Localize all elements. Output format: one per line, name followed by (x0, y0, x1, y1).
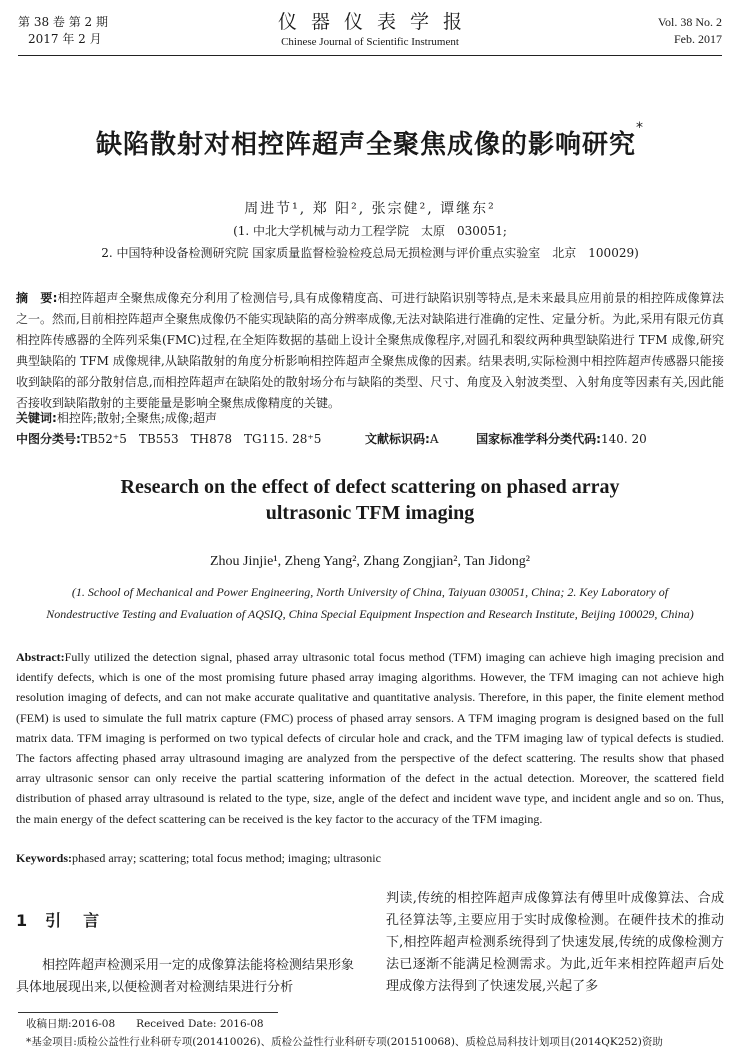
section-heading-introduction (16, 908, 121, 931)
title-en-line-1: Research on the effect of defect scattering on phased array (120, 476, 620, 498)
body-column-right: 判读,传统的相控阵超声成像算法有傅里叶成像算法、合成孔径算法等,主要应用于实时成像检测。在硬件技术的推动下,相控阵超声检测系统得到了快速发展,传统的成像检测方法已逐渐不能满足检测需求。为此,近年来相控阵超声后处理成像方法得到了快速发展,兴起了多 (386, 891, 724, 994)
keywords-cn-label: 关键词: (16, 411, 57, 425)
title-text-cn: 缺陷散射对相控阵超声全聚焦成像的影响研究 (95, 130, 636, 160)
affiliations-en (16, 581, 724, 625)
affiliation-en-1: (1. School of Mechanical and Power Engineering, North University of China, Taiyuan 030051, China; 2. Key Laboratory of (71, 585, 669, 599)
section-number: 1 (16, 911, 28, 930)
affiliation-cn-2: 2. 中国特种设备检测研究院 国家质量监督检验检疫总局无损检测与评价重点实验室 北京 100029) (101, 246, 639, 260)
classification-line (16, 429, 724, 449)
journal-name-en: Chinese Journal of Scientific Instrument (281, 36, 459, 48)
title-footnote-mark: * (636, 120, 644, 136)
header-rule (18, 55, 722, 56)
abstract-cn (16, 288, 724, 414)
abstract-cn-text: 相控阵超声全聚焦成像充分利用了检测信号,具有成像精度高、可进行缺陷识别等特点,是未来最具应用前景的相控阵成像算法之一。然而,目前相控阵超声全聚焦成像仍不能实现缺陷的高分辨率成像,无法对缺陷进行准确的定性、定量分析。为此,采用有限元仿真相控阵传感器的全阵列采集(FMC)过程,在全矩阵数据的基础上设计全聚焦成像程序,对圆孔和裂纹两种典型缺陷进行 TFM 成像,研究典型缺陷的 TFM 成像规律,从缺陷散射的角度分析影响相控阵超声全聚焦成像的因素。结果表明,实际检测中相控阵超声传感器只能接收到缺陷的部分散射信息,而相控阵超声在缺陷处的散射场分布与缺陷的类型、尺寸、角度及入射波类型、入射角度等因素有关,因此能否接收到缺陷散射的主要能量是影响全聚焦成像精度的关键。 (16, 291, 724, 410)
authors-en: Zhou Jinjie¹, Zheng Yang², Zhang Zongjian², Tan Jidong² (209, 554, 531, 569)
affiliation-en-2: Nondestructive Testing and Evaluation of AQSIQ, China Special Equipment Inspection and Research Institute, Beijing 100029, China) (46, 607, 694, 621)
abstract-en-label: Abstract: (16, 650, 65, 664)
affiliations-cn (0, 220, 740, 264)
header-volume-en (658, 14, 722, 48)
doc-code-value: A (429, 432, 439, 446)
volume-issue-en: Vol. 38 No. 2 (657, 15, 722, 29)
journal-masthead (0, 10, 740, 50)
subject-code-label: 国家标准学科分类代码: (476, 432, 601, 446)
keywords-en-text: phased array; scattering; total focus method; imaging; ultrasonic (72, 851, 381, 865)
date-en: Feb. 2017 (674, 32, 722, 46)
abstract-en (16, 647, 724, 829)
keywords-en (16, 848, 724, 868)
keywords-en-label: Keywords: (16, 851, 72, 865)
title-en-line-2: ultrasonic TFM imaging (265, 502, 475, 524)
body-column-left (16, 955, 354, 999)
doc-code-label: 文献标识码: (365, 432, 430, 446)
clc-value: TB52⁺5 TB553 TH878 TG115. 28⁺5 (80, 432, 322, 446)
journal-name-cn: 仪器仪表学报 (277, 11, 476, 33)
footnote-fund: *基金项目:质检公益性行业科研专项(201410026)、质检公益性行业科研专项(201510068)、质检总局科技计划项目(2014QK252)资助 (26, 1036, 663, 1048)
body-left-text: 相控阵超声检测采用一定的成像算法能将检测结果形象具体地展现出来,以便检测者对检测结果进行分析 (16, 958, 355, 995)
date-cn: 2017 年 2 月 (28, 32, 102, 46)
paper-title-cn (0, 120, 740, 161)
affiliation-cn-1: (1. 中北大学机械与动力工程学院 太原 030051; (233, 224, 507, 238)
paper-title-en (0, 474, 740, 526)
subject-code-value: 140. 20 (600, 432, 647, 446)
authors-cn: 周进节¹, 郑 阳², 张宗健², 谭继东² (244, 201, 496, 217)
clc-label: 中图分类号: (16, 432, 81, 446)
abstract-cn-label: 摘 要: (16, 291, 58, 305)
keywords-cn-text: 相控阵;散射;全聚焦;成像;超声 (56, 411, 217, 425)
section-title: 引言 (45, 911, 122, 930)
footnote-rule (18, 1012, 278, 1013)
abstract-en-text: Fully utilized the detection signal, phased array ultrasonic total focus method (TFM) imaging can achieve high imaging precision and identify defects, which is one of the most promising future phased array imaging algorithms. However, the TFM imaging can not achieve high resolution imaging of defects, and can not make accurate qualitative and quantitative analysis. Therefore, in this paper, the finite element method (FEM) is used to simulate the full matrix capture (FMC) process of phased array sensors. A TFM imaging program is designed based on the full matrix data. TFM imaging is performed on two typical defects of circular hole and crack, and the TFM imaging law of typical defects is studied. The factors affecting phased array ultrasound imaging are analyzed from the perspective of the defect scattering. The results show that phased array ultrasonic sensor can only receive the partial scattering information of the defect in the actual detection. Moreover, the scattered field distribution of phased array ultrasound is related to the type, size, angle of the defect and incident wave type, and incident angle and so on. Thus, the main energy of the defect scattering can be received is the key factor to the accuracy of the TFM imaging. (16, 650, 724, 826)
keywords-cn (16, 408, 724, 428)
footnote-received: 收稿日期:2016-08 Received Date: 2016-08 (26, 1018, 264, 1030)
volume-issue-cn: 第 38 卷 第 2 期 (18, 15, 108, 29)
